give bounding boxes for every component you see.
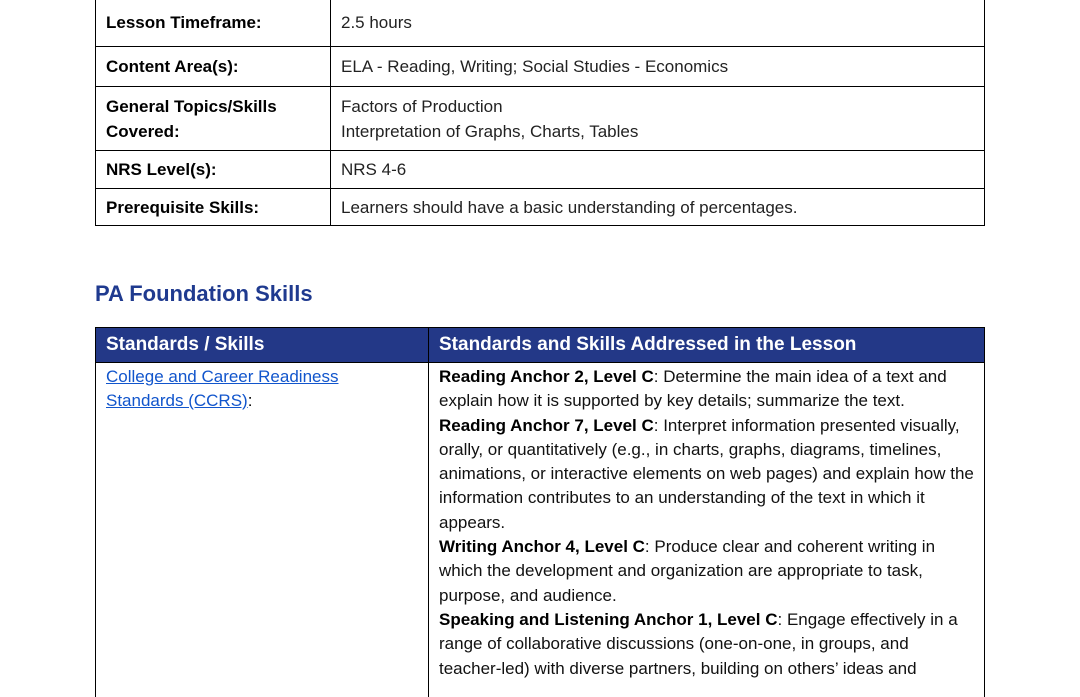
ccrs-cell <box>96 363 429 697</box>
row-label: NRS Level(s): <box>96 151 331 189</box>
row-label: Content Area(s): <box>96 47 331 87</box>
row-value: Learners should have a basic understanding of percentages. <box>331 189 985 226</box>
column-header: Standards and Skills Addressed in the Lesson <box>429 328 985 363</box>
standard-text: : Determine the main idea of a text and explain how it is supported by key details; summarize the text. <box>439 367 947 410</box>
ccrs-link[interactable]: College and Career Readiness Standards (CCRS) <box>106 367 338 410</box>
standard-title: Writing Anchor 4, Level C <box>439 537 645 556</box>
standard-item <box>439 365 974 414</box>
row-value: 2.5 hours <box>331 0 985 47</box>
ccrs-colon: : <box>248 391 253 410</box>
standard-title: Reading Anchor 2, Level C <box>439 367 654 386</box>
table-row <box>96 0 985 47</box>
foundation-skills-table <box>95 327 985 697</box>
row-value: NRS 4-6 <box>331 151 985 189</box>
standard-item <box>439 535 974 608</box>
table-row <box>96 87 985 151</box>
standard-text: : Engage effectively in a range of collaborative discussions (one-on-one, in groups, and teacher-led) with diverse partners, building on others’ ideas and <box>439 610 958 678</box>
table-header-row <box>96 328 985 363</box>
standard-title: Reading Anchor 7, Level C <box>439 416 654 435</box>
standard-title: Speaking and Listening Anchor 1, Level C <box>439 610 778 629</box>
column-header: Standards / Skills <box>96 328 429 363</box>
row-value: ELA - Reading, Writing; Social Studies - Economics <box>331 47 985 87</box>
standards-cell <box>429 363 985 697</box>
section-heading: PA Foundation Skills <box>95 281 313 307</box>
value-line: Interpretation of Graphs, Charts, Tables <box>341 119 974 144</box>
table-row <box>96 363 985 697</box>
table-row <box>96 189 985 226</box>
lesson-info-table <box>95 0 985 226</box>
row-value <box>331 87 985 151</box>
standard-item <box>439 414 974 535</box>
table-row <box>96 151 985 189</box>
standard-text: : Interpret information presented visually, orally, or quantitatively (e.g., in charts, graphs, diagrams, timelines, animations, or interactive elements on web pages) and explain how the information contributes to an understanding of the text in which it appears. <box>439 416 974 532</box>
row-label: Prerequisite Skills: <box>96 189 331 226</box>
row-label: General Topics/Skills Covered: <box>96 87 331 151</box>
standard-text: : Produce clear and coherent writing in which the development and organization are appropriate to task, purpose, and audience. <box>439 537 935 605</box>
table-row <box>96 47 985 87</box>
row-label: Lesson Timeframe: <box>96 0 331 47</box>
standard-item <box>439 608 974 681</box>
value-line: Factors of Production <box>341 94 974 119</box>
